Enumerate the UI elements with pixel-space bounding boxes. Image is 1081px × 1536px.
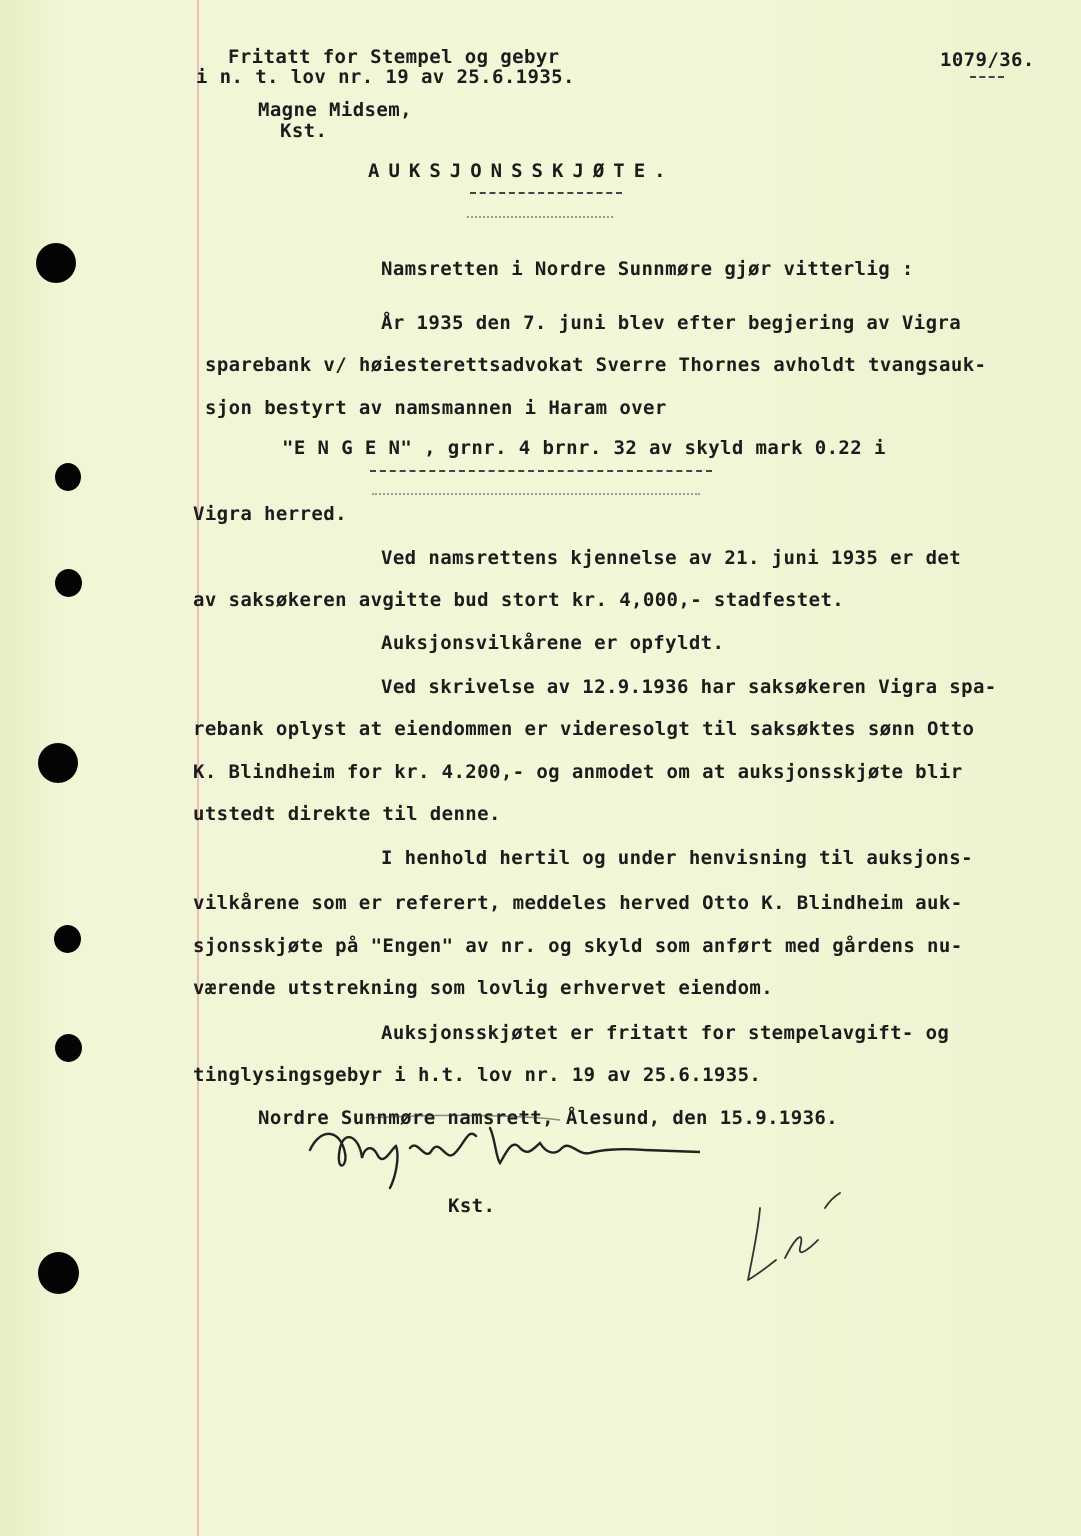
property-dotted-line (372, 493, 700, 495)
body-line: I henhold hertil og under henvisning til auksjons- (381, 847, 973, 869)
body-line: Ved skrivelse av 12.9.1936 har saksøkeren Vigra spa- (381, 676, 997, 698)
official-title: Kst. (280, 120, 328, 142)
body-line: sparebank v/ høiesterettsadvokat Sverre Thornes avholdt tvangsauk- (205, 354, 987, 376)
document-title: AUKSJONSSKJØTE. (368, 160, 675, 182)
body-line: Auksjonsskjøtet er fritatt for stempelavgift- og (381, 1022, 950, 1044)
body-line: sjonsskjøte på "Engen" av nr. og skyld som anført med gårdens nu- (193, 935, 963, 957)
body-line: tinglysingsgebyr i h.t. lov nr. 19 av 25.6.1935. (193, 1064, 762, 1086)
body-line: Vigra herred. (193, 503, 347, 525)
binder-hole (55, 463, 81, 491)
intro-line: Namsretten i Nordre Sunnmøre gjør vitterlig : (381, 258, 914, 280)
initials-drawing (740, 1188, 850, 1288)
body-line: værende utstrekning som lovlig erhvervet eiendom. (193, 977, 774, 999)
closing-title: Kst. (448, 1195, 496, 1217)
binder-hole (38, 743, 78, 783)
body-line: sjon bestyrt av namsmannen i Haram over (205, 397, 667, 419)
body-line: utstedt direkte til denne. (193, 803, 501, 825)
title-underline (470, 192, 622, 194)
title-dotted-line (467, 216, 613, 218)
body-line: rebank oplyst at eiendommen er videresolgt til saksøktes sønn Otto (193, 718, 975, 740)
property-underline (370, 470, 712, 472)
place-date-line: Nordre Sunnmøre namsrett, Ålesund, den 15.9.1936. (258, 1107, 839, 1129)
binder-hole (55, 569, 82, 597)
signature-drawing (300, 1108, 700, 1198)
exempt-line-1: Fritatt for Stempel og gebyr (228, 46, 560, 68)
document-number: 1079/36. (940, 49, 1035, 71)
body-line: K. Blindheim for kr. 4.200,- og anmodet om at auksjonsskjøte blir (193, 761, 963, 783)
exempt-line-2: i n. t. lov nr. 19 av 25.6.1935. (196, 66, 575, 88)
binder-hole (38, 1252, 79, 1294)
binder-hole (54, 925, 81, 953)
official-name: Magne Midsem, (258, 99, 412, 121)
body-line: Ved namsrettens kjennelse av 21. juni 1935 er det (381, 547, 962, 569)
body-line: av saksøkeren avgitte bud stort kr. 4,000,- stadfestet. (193, 589, 845, 611)
binder-hole (55, 1034, 82, 1062)
property-line: "E N G E N" , grnr. 4 brnr. 32 av skyld mark 0.22 i (282, 437, 886, 459)
body-line: Auksjonsvilkårene er opfyldt. (381, 632, 725, 654)
binder-hole (36, 243, 76, 283)
document-number-underline (970, 76, 1004, 78)
body-line: År 1935 den 7. juni blev efter begjering av Vigra (381, 312, 962, 334)
body-line: vilkårene som er referert, meddeles herved Otto K. Blindheim auk- (193, 892, 963, 914)
